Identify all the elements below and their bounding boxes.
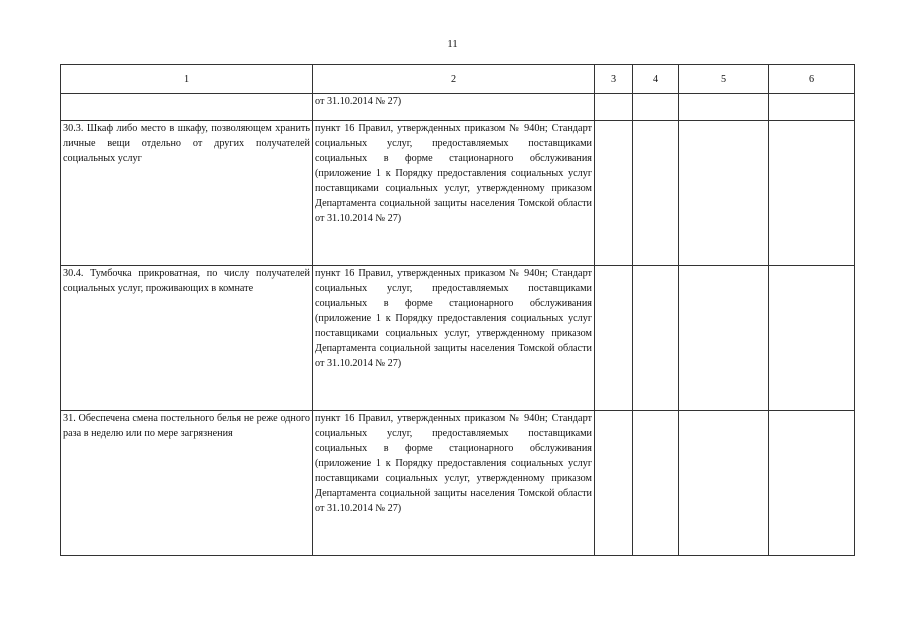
empty-cell: [633, 411, 679, 556]
column-header-1: 1: [61, 65, 313, 94]
empty-cell: [769, 121, 855, 266]
requirement-cell: 30.3. Шкаф либо место в шкафу, позволяющем хранить личные вещи отдельно от других получателей социальных услуг: [61, 121, 313, 266]
requirements-table: [60, 64, 855, 556]
column-header-6: 6: [769, 65, 855, 94]
table-header-row: [61, 65, 855, 94]
empty-cell: [633, 266, 679, 411]
empty-cell: [679, 266, 769, 411]
empty-cell: [595, 266, 633, 411]
table-row: [61, 121, 855, 266]
basis-cell: от 31.10.2014 № 27): [313, 94, 595, 121]
table-row-continuation: [61, 94, 855, 121]
empty-cell: [769, 94, 855, 121]
empty-cell: [595, 411, 633, 556]
column-header-5: 5: [679, 65, 769, 94]
empty-cell: [769, 411, 855, 556]
empty-cell: [679, 121, 769, 266]
column-header-4: 4: [633, 65, 679, 94]
empty-cell: [595, 94, 633, 121]
page-number: 11: [447, 38, 458, 50]
empty-cell: [769, 266, 855, 411]
column-header-2: 2: [313, 65, 595, 94]
empty-cell: [679, 94, 769, 121]
basis-cell: пункт 16 Правил, утвержденных приказом № 940н; Стандарт социальных услуг, предоставляемых поставщиками социальных в форме стационарного обслуживания (приложение 1 к Порядку предоставления социальных услуг поставщиками социальных услуг, утвержденному приказом Департамента социальной защиты населения Томской области от 31.10.2014 № 27): [313, 266, 595, 411]
requirement-cell: 31. Обеспечена смена постельного белья не реже одного раза в неделю или по мере загрязнения: [61, 411, 313, 556]
empty-cell: [633, 94, 679, 121]
requirement-cell: 30.4. Тумбочка прикроватная, по числу получателей социальных услуг, проживающих в комнате: [61, 266, 313, 411]
table-row: [61, 411, 855, 556]
basis-cell: пункт 16 Правил, утвержденных приказом № 940н; Стандарт социальных услуг, предоставляемых поставщиками социальных в форме стационарного обслуживания (приложение 1 к Порядку предоставления социальных услуг поставщиками социальных услуг, утвержденному приказом Департамента социальной защиты населения Томской области от 31.10.2014 № 27): [313, 411, 595, 556]
column-header-3: 3: [595, 65, 633, 94]
table-row: [61, 266, 855, 411]
empty-cell: [679, 411, 769, 556]
requirement-cell: [61, 94, 313, 121]
basis-cell: пункт 16 Правил, утвержденных приказом № 940н; Стандарт социальных услуг, предоставляемых поставщиками социальных в форме стационарного обслуживания (приложение 1 к Порядку предоставления социальных услуг поставщиками социальных услуг, утвержденному приказом Департамента социальной защиты населения Томской области от 31.10.2014 № 27): [313, 121, 595, 266]
empty-cell: [633, 121, 679, 266]
empty-cell: [595, 121, 633, 266]
